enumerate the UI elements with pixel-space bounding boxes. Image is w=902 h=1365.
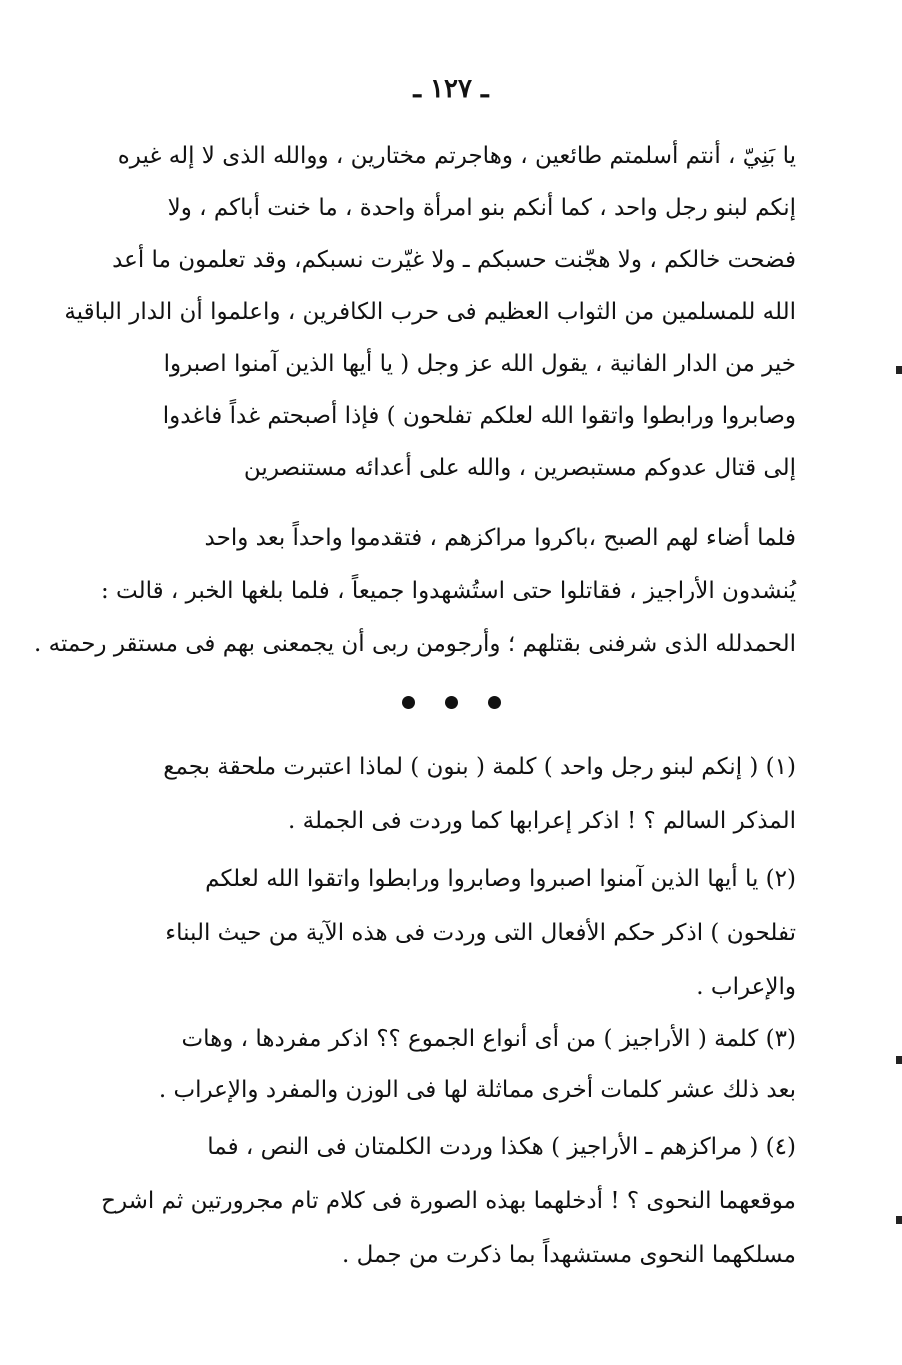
scan-edge-mark (896, 1056, 902, 1064)
question-3 (140, 1014, 796, 1116)
text-line: وصابروا ورابطوا واتقوا الله لعلكم تفلحون ) فإذا أصبحتم غداً فاغدوا (162, 403, 796, 429)
question-line: المذكر السالم ؟ ! اذكر إعرابها كما وردت فى الجملة . (287, 808, 796, 834)
text-line: إنكم لبنو رجل واحد ، كما أنكم بنو امرأة واحدة ، ما خنت أباكم ، ولا (167, 195, 796, 221)
scan-edge-mark (896, 366, 902, 374)
text-line: فلما أضاء لهم الصبح ،باكروا مراكزهم ، فتقدموا واحداً بعد واحد (204, 525, 796, 551)
narrative-paragraph (34, 512, 796, 671)
question-1 (140, 740, 796, 848)
question-4 (101, 1120, 796, 1282)
page-number: ـ ١٢٧ ـ (413, 74, 489, 104)
text-line: فضحت خالكم ، ولا هجّنت حسبكم ـ ولا غيّرت نسبكم، وقد تعلمون ما أعد (112, 247, 796, 273)
text-line: يُنشدون الأراجيز ، فقاتلوا حتى استُشهدوا جميعاً ، فلما بلغها الخبر ، قالت : (100, 578, 796, 604)
question-line: مسلكهما النحوى مستشهداً بما ذكرت من جمل . (342, 1242, 796, 1268)
text-line: إلى قتال عدوكم مستبصرين ، والله على أعدائه مستنصرين (243, 455, 796, 481)
question-line: تفلحون ) اذكر حكم الأفعال التى وردت فى هذه الآية من حيث البناء (165, 920, 796, 946)
question-line: والإعراب . (696, 974, 796, 1000)
question-line: (٤) ( مراكزهم ـ الأراجيز ) هكذا وردت الكلمتان فى النص ، فما (207, 1134, 796, 1160)
separator-dot (402, 696, 415, 709)
question-2 (140, 852, 796, 1014)
text-line: يا بَنِيّ ، أنتم أسلمتم طائعين ، وهاجرتم مختارين ، ووالله الذى لا إله غيره (117, 143, 796, 169)
text-line: الله للمسلمين من الثواب العظيم فى حرب الكافرين ، واعلموا أن الدار الباقية (64, 299, 796, 325)
text-line: الحمدلله الذى شرفنى بقتلهم ؛ وأرجومن ربى أن يجمعنى بهم فى مستقر رحمته . (34, 631, 796, 657)
text-line: خير من الدار الفانية ، يقول الله عز وجل ( يا أيها الذين آمنوا اصبروا (163, 351, 796, 377)
scan-edge-mark (896, 1216, 902, 1224)
section-separator (0, 696, 902, 709)
question-line: موقعهما النحوى ؟ ! أدخلهما بهذه الصورة فى كلام تام مجرورتين ثم اشرح (101, 1188, 796, 1214)
question-line: (٣) كلمة ( الأراجيز ) من أى أنواع الجموع ؟؟ اذكر مفردها ، وهات (181, 1026, 796, 1052)
poem-speech-paragraph (64, 130, 796, 494)
separator-dot (488, 696, 501, 709)
question-line: (١) ( إنكم لبنو رجل واحد ) كلمة ( بنون ) لماذا اعتبرت ملحقة بجمع (163, 754, 796, 780)
separator-dot (445, 696, 458, 709)
question-line: (٢) يا أيها الذين آمنوا اصبروا وصابروا ورابطوا واتقوا الله لعلكم (205, 866, 796, 892)
question-line: بعد ذلك عشر كلمات أخرى مماثلة لها فى الوزن والمفرد والإعراب . (158, 1077, 796, 1103)
